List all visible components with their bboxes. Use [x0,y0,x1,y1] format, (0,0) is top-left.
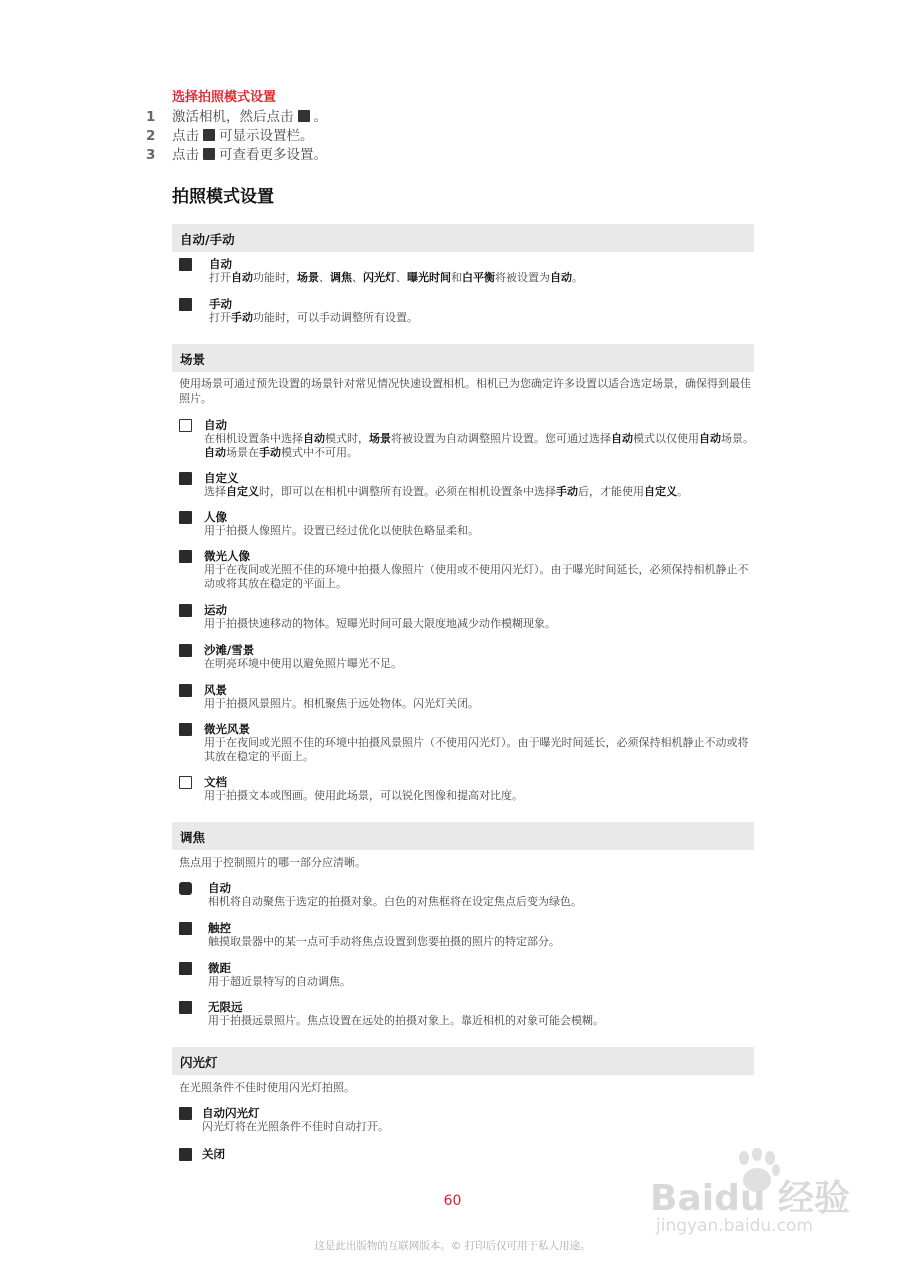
section-header-auto-manual [172,224,754,252]
star-icon [179,472,192,485]
item-title: 微光风景 [204,722,250,736]
item-description: 选择自定义时，即可以在相机中调整所有设置。必须在相机设置条中选择手动后，才能使用自定义。 [204,485,688,498]
step-text: 。 [313,109,327,125]
main-title: 拍照模式设置 [172,187,274,207]
step-number: 2 [146,128,156,144]
item-description: 在相机设置条中选择自动模式时，场景将被设置为自动调整照片设置。您可通过选择自动模式以仅使用自动场景。自动场景在手动模式中不可用。 [204,432,754,459]
step-text: 可查看更多设置。 [219,147,327,163]
steps-list [146,108,327,165]
item-description: 用于拍摄人像照片。设置已经过优化以使肤色略显柔和。 [204,524,479,537]
step-text: 激活相机，然后点击 [172,109,294,125]
item-title: 风景 [204,683,227,697]
item-description: 用于在夜间或光照不佳的环境中拍摄风景照片（不使用闪光灯）。由于曝光时间延长，必须保持相机静止不动或将其放在稳定的平面上。 [204,736,749,763]
item-title: 微光人像 [204,549,250,563]
item-description: 用于拍摄快速移动的物体。短曝光时间可最大限度地减少动作模糊现象。 [204,617,556,630]
watermark [640,1148,860,1248]
step-number: 3 [146,147,156,163]
night-landscape-icon [179,723,192,736]
auto-mode-icon [179,258,192,271]
section-header-flash [172,1047,754,1075]
infinity-icon [179,1001,192,1014]
item-title: 自动 [208,881,231,895]
manual-mode-icon [179,298,192,311]
step-item [146,127,327,146]
step-text: 点击 [172,147,199,163]
item-title: 自动 [204,418,227,432]
beach-icon [179,644,192,657]
watermark-logo: Baidu 经验 [650,1178,851,1219]
menu-icon [203,148,215,160]
item-title: 关闭 [202,1147,225,1161]
section-header-focus [172,822,754,850]
flash-off-icon [179,1148,192,1161]
item-description: 触摸取景器中的某一点可手动将焦点设置到您要拍摄的照片的特定部分。 [208,935,560,948]
item-description: 相机将自动聚焦于选定的拍摄对象。白色的对焦框将在设定焦点后变为绿色。 [208,895,582,908]
step-text: 点击 [172,128,199,144]
item-description: 用于拍摄文本或图画。使用此场景，可以锐化图像和提高对比度。 [204,789,523,802]
focus-auto-icon [179,882,192,895]
auto-flash-icon [179,1107,192,1120]
item-description: 闪光灯将在光照条件不佳时自动打开。 [202,1120,389,1133]
item-title: 无限远 [208,1000,243,1014]
footer-note: 这是此出版物的互联网版本。© 打印后仅可用于私人用途。 [314,1240,591,1252]
item-title: 触控 [208,921,231,935]
section-header-label: 调焦 [180,830,206,845]
section-header-label: 场景 [180,352,206,367]
item-description: 打开手动功能时，可以手动调整所有设置。 [209,311,418,324]
item-title: 自定义 [204,471,239,485]
step-item [146,108,327,127]
touch-icon [179,922,192,935]
portrait-icon [179,511,192,524]
watermark-url: jingyan.baidu.com [656,1216,813,1236]
sports-icon [179,604,192,617]
step-text: 可显示设置栏。 [219,128,314,144]
night-portrait-icon [179,550,192,563]
item-description: 用于超近景特写的自动调焦。 [208,975,351,988]
item-title: 自动闪光灯 [202,1106,260,1120]
item-description: 用于拍摄远景照片。焦点设置在远处的拍摄对象上。靠近相机的对象可能会模糊。 [208,1014,604,1027]
step-number: 1 [146,109,156,125]
item-title: 沙滩/雪景 [204,643,255,657]
item-title: 微距 [208,961,231,975]
section-header-label: 自动/手动 [180,232,235,247]
document-icon [179,776,192,789]
section-intro: 在光照条件不佳时使用闪光灯拍照。 [179,1081,355,1094]
step-item [146,146,327,165]
item-description: 在明亮环境中使用以避免照片曝光不足。 [204,657,402,670]
page-number: 60 [443,1193,462,1209]
landscape-icon [179,684,192,697]
section-title: 选择拍照模式设置 [172,90,277,105]
item-description: 打开自动功能时，场景、调焦、闪光灯、曝光时间和白平衡将被设置为自动。 [209,271,583,284]
section-intro: 焦点用于控制照片的哪一部分应清晰。 [179,856,366,869]
item-title: 自动 [209,257,232,271]
section-header-scene [172,344,754,372]
grid-icon [179,419,192,432]
item-description: 用于拍摄风景照片。相机聚焦于远处物体。闪光灯关闭。 [204,697,479,710]
item-title: 运动 [204,603,227,617]
section-intro: 使用场景可通过预先设置的场景针对常见情况快速设置相机。相机已为您确定许多设置以适合选定场景，确保得到最佳照片。 [179,377,751,405]
item-description: 用于在夜间或光照不佳的环境中拍摄人像照片（使用或不使用闪光灯）。由于曝光时间延长，必须保持相机静止不动或将其放在稳定的平面上。 [204,563,749,590]
item-title: 人像 [204,510,227,524]
item-title: 文档 [204,775,227,789]
edit-icon [203,129,215,141]
section-header-label: 闪光灯 [180,1055,218,1070]
camera-icon [298,110,310,122]
macro-icon [179,962,192,975]
item-title: 手动 [209,297,232,311]
